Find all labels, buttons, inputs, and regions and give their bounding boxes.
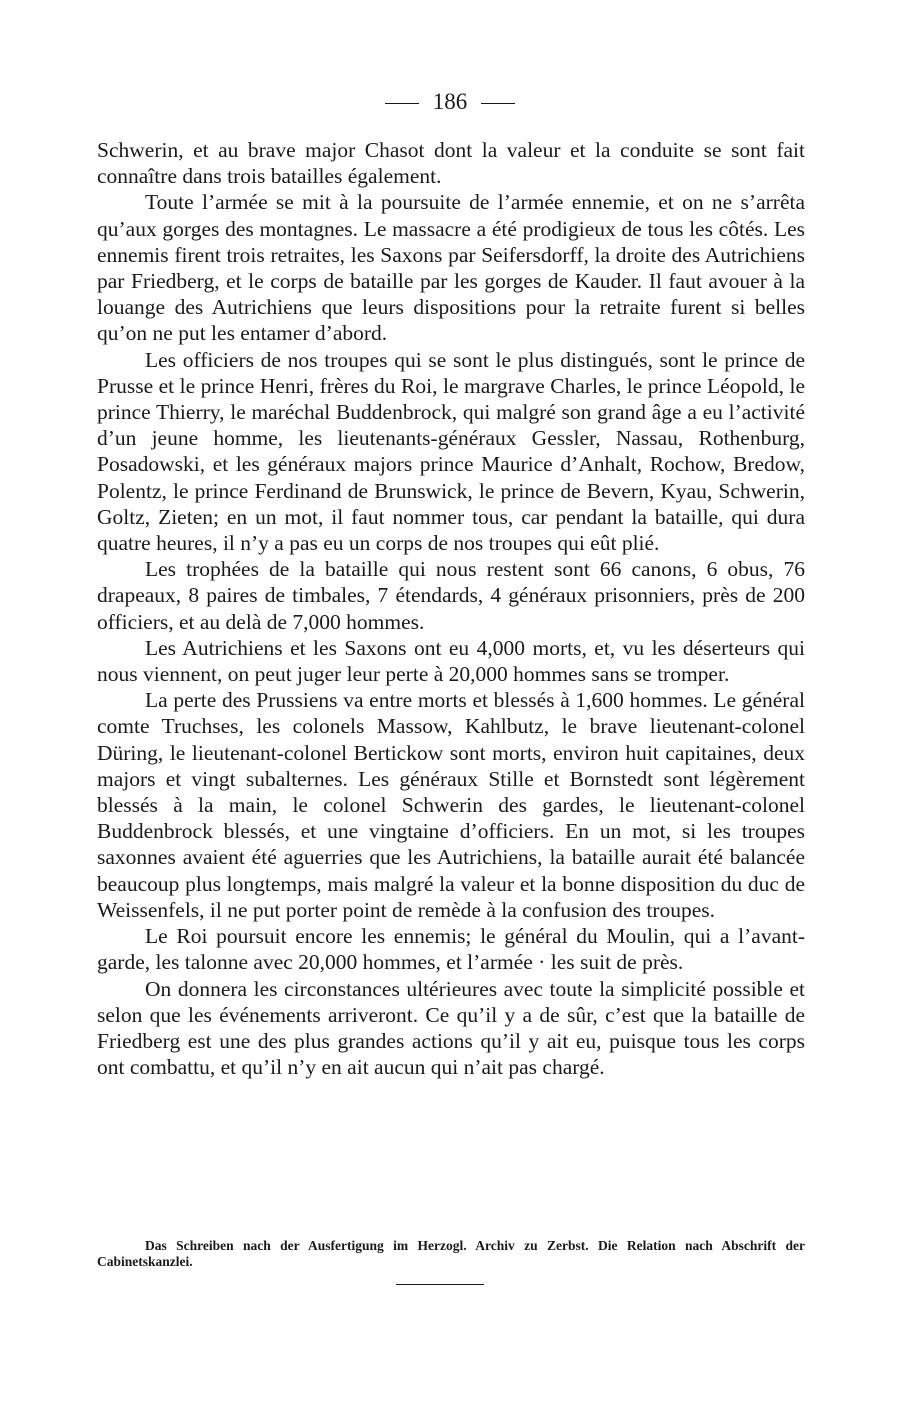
header-dash-right bbox=[481, 103, 515, 104]
paragraph-conclusion: On donnera les circonstances ultérieures avec toute la simplicité possible et selon que les événements arriveront. Ce qu’il y a de sûr, c’est que la bataille de Friedberg est une des plus grandes actions qu’il y ait eu, puisque tous les corps ont combattu, et qu’il n’y en ait aucun qui n’ait pas chargé. bbox=[97, 976, 805, 1080]
footer-rule bbox=[396, 1284, 484, 1285]
page-header bbox=[0, 88, 900, 116]
paragraph-trophies: Les trophées de la bataille qui nous restent sont 66 canons, 6 obus, 76 drapeaux, 8 paires de timbales, 7 étendards, 4 généraux prisonniers, près de 200 officiers, et au delà de 7,000 hommes. bbox=[97, 557, 805, 634]
paragraph-pursuit: Toute l’armée se mit à la poursuite de l’armée ennemie, et on ne s’arrêta qu’aux gorges des montagnes. Le massacre a été prodigieux de tous les côtés. Les ennemis firent trois retraites, les Saxons par Seifersdorff, la droite des Autrichiens par Friedberg, et le corps de bataille par les gorges de Kauder. Il faut avouer à la louange des Autrichiens que leurs dispositions pour la retraite furent si belles qu’on ne put les entamer d’abord. bbox=[97, 190, 805, 346]
paragraph-officers: Les officiers de nos troupes qui se sont le plus distingués, sont le prince de Prusse et le prince Henri, frères du Roi, le margrave Charles, le prince Léopold, le prince Thierry, le maréchal Buddenbrock, qui malgré son grand âge a eu l’activité d’un jeune homme, les lieutenants-généraux Gessler, Nassau, Rothenburg, Posadowski, et les généraux majors prince Maurice d’Anhalt, Rochow, Bredow, Polentz, le prince Ferdinand de Brunswick, le prince de Bevern, Kyau, Schwerin, Goltz, Zieten; en un mot, il faut nommer tous, car pendant la bataille, qui dura quatre heures, il n’y a pas eu un corps de nos troupes qui eût plié. bbox=[97, 347, 805, 556]
footnote bbox=[97, 1238, 805, 1270]
paragraph-prussian-losses: La perte des Prussiens va entre morts et blessés à 1,600 hommes. Le général comte Truchses, les colonels Massow, Kahlbutz, le brave lieutenant-colonel Düring, le lieutenant-colonel Bertickow sont morts, environ huit capitaines, deux majors et vingt subalternes. Les généraux Stille et Bornstedt sont légèrement blessés à la main, le colonel Schwerin des gardes, le lieutenant-colonel Buddenbrock blessés, et une vingtaine d’officiers. En un mot, si les troupes saxonnes avaient été aguerries que les Autrichiens, la bataille aurait été balancée beaucoup plus longtemps, mais malgré la valeur et la bonne disposition du duc de Weissenfels, il ne put porter point de remède à la confusion des troupes. bbox=[97, 688, 805, 922]
body-text bbox=[97, 137, 805, 1080]
paragraph-pursuit-continues: Le Roi poursuit encore les ennemis; le général du Moulin, qui a l’avant-garde, les talonne avec 20,000 hommes, et l’armée · les suit de près. bbox=[97, 924, 805, 975]
page-number: 186 bbox=[432, 89, 468, 114]
paragraph-continuation: Schwerin, et au brave major Chasot dont la valeur et la conduite se sont fait connaître dans trois batailles également. bbox=[97, 138, 805, 189]
footnote-text: Das Schreiben nach der Ausfertigung im Herzogl. Archiv zu Zerbst. Die Relation nach Abschrift der Cabinetskanzlei. bbox=[97, 1238, 805, 1269]
header-dash-left bbox=[385, 103, 419, 104]
paragraph-enemy-losses: Les Autrichiens et les Saxons ont eu 4,000 morts, et, vu les déserteurs qui nous viennent, on peut juger leur perte à 20,000 hommes sans se tromper. bbox=[97, 635, 805, 687]
